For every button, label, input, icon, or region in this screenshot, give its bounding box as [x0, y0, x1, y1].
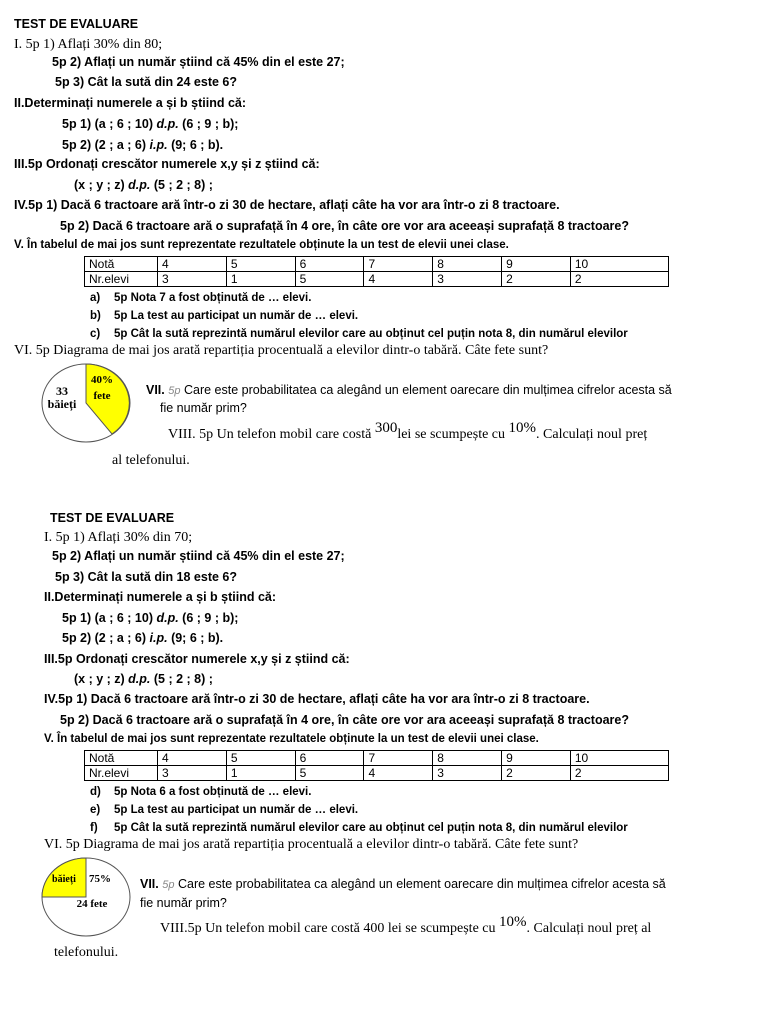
table-cell: 1 [226, 766, 295, 781]
table-cell: 7 [364, 751, 433, 766]
table-cell: 10 [570, 751, 668, 766]
list-item: d) 5p Nota 6 a fost obținută de … elevi. [90, 786, 312, 798]
question-4-2: 5p 2) Dacă 6 tractoare ară o suprafață în 4 ore, în câte ore vor ara aceeași suprafață 8 tractoare? [60, 219, 630, 233]
list-item: b) 5p La test au participat un număr de … elevi. [90, 310, 359, 322]
question-2-1: 5p 1) (a ; 6 ; 10) d.p. (6 ; 9 ; b); [62, 117, 239, 131]
question-6: VI. 5p Diagrama de mai jos arată repartiția procentuală a elevilor dintr-o tabără. Câte fete sunt? [14, 343, 549, 358]
table-cell: 3 [433, 272, 502, 287]
table-cell: 3 [158, 766, 227, 781]
question-1-2: 5p 2) Aflați un număr știind că 45% din el este 27; [52, 549, 345, 563]
question-7: VII. 5p Care este probabilitatea ca alegând un element oarecare din mulțimea cifrelor acesta să [146, 383, 672, 397]
table-cell: Nr.elevi [85, 766, 158, 781]
question-3-expr: (x ; y ; z) d.p. (5 ; 2 ; 8) ; [74, 178, 213, 192]
question-4-2: 5p 2) Dacă 6 tractoare ară o suprafață în 4 ore, în câte ore vor ara aceeași suprafață 8 tractoare? [60, 713, 630, 727]
table-cell: Notă [85, 751, 158, 766]
question-2: II.Determinați numerele a și b știind că: [44, 590, 277, 604]
table-cell: 10 [570, 257, 668, 272]
question-2: II.Determinați numerele a și b știind că: [14, 96, 247, 110]
question-2-2: 5p 2) (2 ; a ; 6) i.p. (9; 6 ; b). [62, 138, 224, 152]
pie-label-left-2: băieți [47, 397, 77, 411]
question-1-3: 5p 3) Cât la sută din 18 este 6? [55, 570, 238, 584]
table-cell: 3 [433, 766, 502, 781]
table-cell: 4 [364, 766, 433, 781]
question-1-1: I. 5p 1) Aflați 30% din 80; [14, 37, 163, 52]
grades-table [84, 256, 669, 287]
pie-label-bottom: 24 fete [76, 898, 108, 910]
test-title: TEST DE EVALUARE [14, 17, 139, 31]
question-3: III.5p Ordonați crescător numerele x,y și z știind că: [44, 652, 350, 666]
question-1-3: 5p 3) Cât la sută din 24 este 6? [55, 75, 238, 89]
question-3: III.5p Ordonați crescător numerele x,y și z știind că: [14, 157, 320, 171]
question-5: V. În tabelul de mai jos sunt reprezentate rezultatele obținute la un test de elevii unei clase. [44, 733, 539, 745]
question-1-2: 5p 2) Aflați un număr știind că 45% din el este 27; [52, 55, 345, 69]
question-2-2: 5p 2) (2 ; a ; 6) i.p. (9; 6 ; b). [62, 631, 224, 645]
table-row [85, 766, 669, 781]
question-4-1: IV.5p 1) Dacă 6 tractoare ară într-o zi 30 de hectare, aflați câte ha vor ara într-o zi 8 tractoare. [44, 692, 590, 706]
table-row [85, 257, 669, 272]
table-cell: 9 [502, 751, 571, 766]
table-cell: 2 [570, 766, 668, 781]
pie-label-right-1: 40% [91, 374, 113, 386]
question-7-cont: fie număr prim? [160, 401, 247, 415]
table-cell: 2 [502, 272, 571, 287]
table-cell: Notă [85, 257, 158, 272]
table-cell: 5 [226, 751, 295, 766]
pie-label-right-1: 75% [89, 873, 111, 885]
table-row [85, 272, 669, 287]
question-2-1: 5p 1) (a ; 6 ; 10) d.p. (6 ; 9 ; b); [62, 611, 239, 625]
question-8: VIII. 5p Un telefon mobil care costă 300lei se scumpește cu 10%. Calculați noul preț [168, 420, 648, 442]
table-cell: 8 [433, 751, 502, 766]
list-item: f) 5p Cât la sută reprezintă numărul elevilor care au obținut cel puțin nota 8, din numărul elevilor [90, 822, 628, 834]
question-1-1: I. 5p 1) Aflați 30% din 70; [44, 530, 193, 545]
table-cell: 7 [364, 257, 433, 272]
table-cell: 6 [295, 257, 364, 272]
table-cell: 1 [226, 272, 295, 287]
table-cell: 9 [502, 257, 571, 272]
question-4-1: IV.5p 1) Dacă 6 tractoare ară într-o zi 30 de hectare, aflați câte ha vor ara într-o zi 8 tractoare. [14, 198, 560, 212]
list-item: e) 5p La test au participat un număr de … elevi. [90, 804, 359, 816]
pie-chart [40, 856, 132, 938]
list-item: c) 5p Cât la sută reprezintă numărul elevilor care au obținut cel puțin nota 8, din numărul elevilor [90, 328, 628, 340]
question-3-expr: (x ; y ; z) d.p. (5 ; 2 ; 8) ; [74, 672, 213, 686]
table-cell: 6 [295, 751, 364, 766]
question-8: VIII.5p Un telefon mobil care costă 400 lei se scumpește cu 10%. Calculați noul preț al [160, 914, 652, 936]
test-title: TEST DE EVALUARE [50, 511, 175, 525]
question-7: VII. 5p Care este probabilitatea ca alegând un element oarecare din mulțimea cifrelor acesta să [140, 877, 666, 891]
question-6: VI. 5p Diagrama de mai jos arată repartiția procentuală a elevilor dintr-o tabără. Câte fete sunt? [44, 837, 579, 852]
table-cell: 8 [433, 257, 502, 272]
table-cell: 3 [158, 272, 227, 287]
table-cell: 2 [502, 766, 571, 781]
table-cell: Nr.elevi [85, 272, 158, 287]
question-8-cont: telefonului. [54, 945, 119, 960]
table-cell: 4 [158, 751, 227, 766]
table-cell: 2 [570, 272, 668, 287]
table-row [85, 751, 669, 766]
table-cell: 4 [364, 272, 433, 287]
pie-label-right-2: fete [93, 390, 111, 402]
question-8-cont: al telefonului. [112, 453, 190, 468]
pie-label-left-1: 33 [56, 384, 68, 398]
table-cell: 5 [295, 272, 364, 287]
list-item: a) 5p Nota 7 a fost obținută de … elevi. [90, 292, 312, 304]
question-5: V. În tabelul de mai jos sunt reprezentate rezultatele obținute la un test de elevii unei clase. [14, 239, 509, 251]
pie-label-left-1: băieți [52, 874, 76, 885]
grades-table [84, 750, 669, 781]
table-cell: 5 [295, 766, 364, 781]
table-cell: 5 [226, 257, 295, 272]
table-cell: 4 [158, 257, 227, 272]
pie-chart [40, 362, 132, 444]
question-7-cont: fie număr prim? [140, 896, 227, 910]
